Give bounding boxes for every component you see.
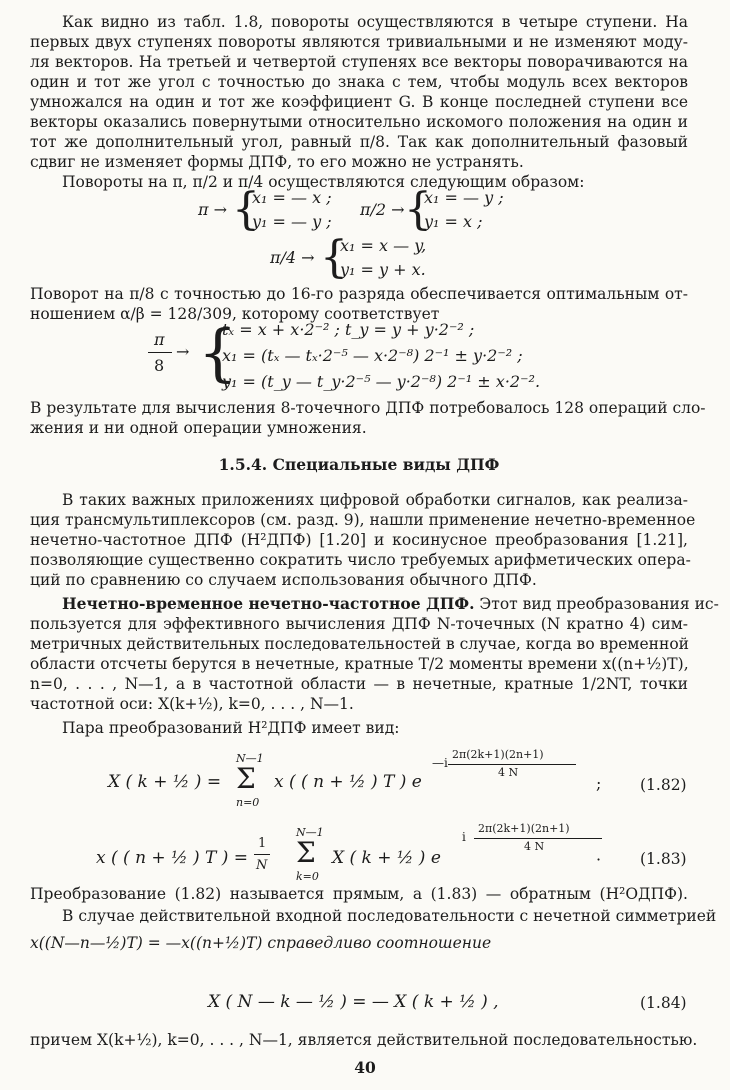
- eq182-body: x ( ( n + ½ ) T ) e: [274, 772, 422, 792]
- text-line: нечетно-частотное ДПФ (Н²ДПФ) [1.20] и косинусное преобразования [1.21],: [30, 531, 688, 549]
- text-line: пользуется для эффективного вычисления ДПФ N-точечных (N кратно 4) сим-: [30, 615, 688, 633]
- eq182-lhs: X ( k + ½ ) =: [108, 772, 222, 792]
- text-line: Как видно из табл. 1.8, повороты осуществляются в четыре ступени. На: [62, 13, 688, 31]
- exp-fraction-bar: [474, 838, 602, 839]
- text-line: Пара преобразований Н²ДПФ имеет вид:: [62, 719, 400, 737]
- text-line: тот же дополнительный угол, равный π/8. Так как дополнительный фазовый: [30, 133, 688, 151]
- eq182-sum-upper: N—1: [236, 752, 264, 765]
- rotation-pi4-line1: x₁ = x — y,: [340, 236, 427, 255]
- rotation-pi-line2: y₁ = — y ;: [252, 212, 332, 231]
- eq183-sum-upper: N—1: [296, 826, 324, 839]
- brace: {: [198, 316, 238, 389]
- equation-number: (1.83): [640, 850, 687, 868]
- brace: {: [232, 184, 260, 235]
- text-span: Этот вид преобразования ис-: [474, 595, 719, 613]
- eq183-frac-denominator: N: [256, 858, 268, 873]
- exp-fraction-bar: [448, 764, 576, 765]
- text-line: векторы оказались повернутыми относительно искомого положения на один и: [30, 113, 688, 131]
- text-line: жения и ни одной операции умножения.: [30, 419, 367, 437]
- section-heading: 1.5.4. Специальные виды ДПФ: [218, 455, 500, 474]
- text-line: позволяющие существенно сократить число требуемых арифметических опера-: [30, 551, 691, 569]
- rotation-pi-line1: x₁ = — x ;: [252, 188, 332, 207]
- runin-heading: Нечетно-временное нечетно-частотное ДПФ.: [62, 594, 475, 613]
- eq183-sum-sign: Σ: [296, 836, 316, 869]
- eq183-lhs: x ( ( n + ½ ) T ) =: [96, 848, 249, 868]
- eq183-body: X ( k + ½ ) e: [332, 848, 441, 868]
- eq182-tail: ;: [596, 774, 602, 793]
- rotation-pi2-label: π/2 →: [360, 200, 405, 219]
- text-line: один и тот же угол с точностью до знака с тем, чтобы модуль всех векторов: [30, 73, 688, 91]
- text-line: Поворот на π/8 с точностью до 16-го разряда обеспечивается оптимальным от-: [30, 285, 688, 303]
- equation-number: (1.82): [640, 776, 687, 794]
- eq182-exp-denominator: 4 N: [498, 766, 519, 779]
- pi8-arrow: →: [176, 342, 190, 361]
- rotation-pi4-line2: y₁ = y + x.: [340, 260, 426, 279]
- eq183-sum-lower: k=0: [296, 870, 319, 883]
- text-line: Повороты на π, π/2 и π/4 осуществляются следующим образом:: [62, 173, 585, 191]
- text-line: ция трансмультиплексоров (см. разд. 9), нашли применение нечетно-временное: [30, 511, 696, 529]
- eq184-expression: X ( N — k — ½ ) = — X ( k + ½ ) ,: [208, 992, 499, 1012]
- eq183-frac-numerator: 1: [258, 836, 267, 851]
- pi8-fraction-numerator: π: [154, 330, 165, 349]
- pi8-fraction-denominator: 8: [154, 356, 165, 375]
- text-line: умножался на один и тот же коэффициент G. В конце последней ступени все: [30, 93, 688, 111]
- pi8-line1: tₓ = x + x·2⁻² ; t_y = y + y·2⁻² ;: [222, 320, 475, 339]
- text-line: ношением α/β = 128/309, которому соответствует: [30, 305, 440, 323]
- text-line: первых двух ступенях повороты являются тривиальными и не изменяют моду-: [30, 33, 688, 51]
- text-line: ций по сравнению со случаем использования обычного ДПФ.: [30, 571, 537, 589]
- pi8-line2: x₁ = (tₓ — tₓ·2⁻⁵ — x·2⁻⁸) 2⁻¹ ± y·2⁻² ;: [222, 346, 523, 365]
- eq183-tail: ·: [596, 850, 602, 869]
- eq182-exp-sign: —i: [432, 756, 448, 770]
- brace: {: [320, 232, 348, 283]
- eq183-exp-denominator: 4 N: [524, 840, 545, 853]
- text-line: метричных действительных последовательностей в случае, когда во временной: [30, 635, 689, 653]
- text-line: Преобразование (1.82) называется прямым, а (1.83) — обратным (Н²ОДПФ).: [30, 885, 688, 903]
- equation-number: (1.84): [640, 994, 687, 1012]
- eq182-exp-numerator: 2π(2k+1)(2n+1): [452, 748, 544, 761]
- text-line: В результате для вычисления 8-точечного ДПФ потребовалось 128 операций сло-: [30, 399, 706, 417]
- eq183-exp-sign: i: [462, 830, 466, 844]
- eq182-sum-sign: Σ: [236, 762, 256, 795]
- text-line: причем X(k+½), k=0, . . . , N—1, является действительной последовательностью.: [30, 1031, 698, 1049]
- text-line: ля векторов. На третьей и четвертой ступенях все векторы поворачиваются на: [30, 53, 688, 71]
- text-line: частотной оси: X(k+½), k=0, . . . , N—1.: [30, 695, 354, 713]
- rotation-pi2-line1: x₁ = — y ;: [424, 188, 504, 207]
- page-number: 40: [354, 1058, 376, 1077]
- text-line: сдвиг не изменяет формы ДПФ, то его можно не устранять.: [30, 153, 524, 171]
- text-line: В таких важных приложениях цифровой обработки сигналов, как реализа-: [62, 491, 688, 509]
- text-line: [62, 594, 719, 614]
- eq182-sum-lower: n=0: [236, 796, 260, 809]
- fraction-bar: [148, 352, 172, 353]
- symmetry-line: x((N—n—½)T) = —x((n+½)T) справедливо соотношение: [30, 934, 492, 952]
- fraction-bar: [254, 854, 270, 855]
- pi8-line3: y₁ = (t_y — t_y·2⁻⁵ — y·2⁻⁸) 2⁻¹ ± x·2⁻².: [222, 372, 541, 391]
- text-line: области отсчеты берутся в нечетные, кратные T/2 моменты времени x((n+½)T),: [30, 655, 689, 673]
- text-line: n=0, . . . , N—1, а в частотной области — в нечетные, кратные 1/2NT, точки: [30, 675, 688, 693]
- rotation-pi-label: π →: [198, 200, 228, 219]
- eq183-exp-numerator: 2π(2k+1)(2n+1): [478, 822, 570, 835]
- rotation-pi4-label: π/4 →: [270, 248, 315, 267]
- rotation-pi2-line2: y₁ = x ;: [424, 212, 483, 231]
- brace: {: [404, 184, 432, 235]
- text-line: В случае действительной входной последовательности с нечетной симметрией: [62, 907, 717, 925]
